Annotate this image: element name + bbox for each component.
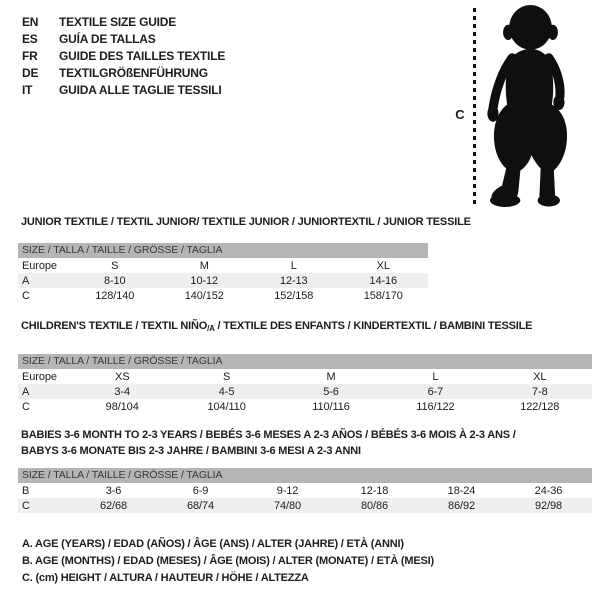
table-cell: 92/98 <box>534 499 563 512</box>
footnote-height-cm: C. (cm) HEIGHT / ALTURA / HAUTEUR / HÖHE / ALTEZZA <box>22 572 309 584</box>
language-label: GUIDE DES TAILLES TEXTILE <box>59 49 226 63</box>
baby-silhouette <box>481 5 580 208</box>
table-cell: 6-7 <box>427 385 444 398</box>
table-cell: 128/140 <box>95 289 135 302</box>
table-title-segment: / TEXTILE DES ENFANTS / KINDERTEXTIL / BAMBINI TESSILE <box>214 320 533 332</box>
table-cell: L <box>290 259 297 272</box>
language-code: FR <box>22 49 38 63</box>
language-row <box>22 14 225 31</box>
table-cell: 10-12 <box>190 274 219 287</box>
children-size-table <box>18 320 592 414</box>
language-code: IT <box>22 83 33 97</box>
language-code: EN <box>22 15 39 29</box>
size-header-band: SIZE / TALLA / TAILLE / GRÖSSE / TAGLIA <box>18 468 592 483</box>
table-row <box>18 288 428 303</box>
table-cell: 3-4 <box>114 385 130 398</box>
row-label: C <box>22 400 30 413</box>
table-cell: 3-6 <box>105 484 122 497</box>
language-list <box>22 14 225 99</box>
table-cell: XL <box>533 370 547 383</box>
table-cell: 8-10 <box>103 274 126 287</box>
table-cell: 12-18 <box>360 484 389 497</box>
table-cell: 4-5 <box>218 385 235 398</box>
table-cell: XL <box>376 259 390 272</box>
row-label: B <box>22 484 30 497</box>
row-label: A <box>22 385 30 398</box>
footnote-age-months: B. AGE (MONTHS) / EDAD (MESES) / ÂGE (MOIS) / ALTER (MONATE) / ETÀ (MESI) <box>22 555 434 567</box>
table-title-segment: /A <box>207 324 215 333</box>
table-cell: 140/152 <box>184 289 224 302</box>
table-row <box>18 273 428 288</box>
table-cell: 9-12 <box>276 484 299 497</box>
table-row <box>18 483 592 498</box>
height-measure-label: C <box>455 107 465 122</box>
language-label: GUÍA DE TALLAS <box>59 32 156 46</box>
language-row <box>22 48 225 65</box>
table-cell: 7-8 <box>531 385 548 398</box>
children-table-title <box>18 320 592 335</box>
language-label: GUIDA ALLE TAGLIE TESSILI <box>59 83 222 97</box>
table-cell: XS <box>114 370 130 383</box>
language-row <box>22 65 225 82</box>
language-label: TEXTILGRÖßENFÜHRUNG <box>59 66 208 80</box>
table-cell: 74/80 <box>273 499 302 512</box>
row-label: C <box>22 499 30 512</box>
table-cell: M <box>326 370 336 383</box>
row-label: A <box>22 274 30 287</box>
table-cell: 18-24 <box>447 484 476 497</box>
table-cell: 122/128 <box>520 400 560 413</box>
babies-table-title <box>18 427 592 459</box>
size-header-band: SIZE / TALLA / TAILLE / GRÖSSE / TAGLIA <box>18 243 428 258</box>
row-label: Europe <box>22 370 57 383</box>
table-row <box>18 384 592 399</box>
table-cell: 116/122 <box>416 400 455 413</box>
junior-size-table <box>18 216 471 303</box>
table-cell: L <box>432 370 439 383</box>
table-cell: S <box>111 259 119 272</box>
table-title-segment: JUNIOR TEXTILE / TEXTIL JUNIOR/ TEXTILE JUNIOR / JUNIORTEXTIL / JUNIOR TESSILE <box>21 216 471 228</box>
table-cell: 80/86 <box>360 499 389 512</box>
height-measure-dashed-line <box>473 8 476 206</box>
junior-table-title <box>18 216 471 229</box>
table-cell: 12-13 <box>279 274 308 287</box>
table-cell: 6-9 <box>192 484 209 497</box>
row-label: Europe <box>22 259 57 272</box>
table-cell: 86/92 <box>447 499 476 512</box>
row-label: C <box>22 289 30 302</box>
table-row <box>18 399 592 414</box>
table-title-segment: BABIES 3-6 MONTH TO 2-3 YEARS / BEBÉS 3-6 MESES A 2-3 AÑOS / BÉBÉS 3-6 MOIS À 2-3 ANS / <box>21 429 516 441</box>
language-row <box>22 82 225 99</box>
table-cell: 152/158 <box>274 289 314 302</box>
table-cell: 110/116 <box>312 400 350 413</box>
table-cell: 158/170 <box>363 289 403 302</box>
table-cell: 68/74 <box>186 499 215 512</box>
footnotes <box>22 536 434 587</box>
table-cell: M <box>199 259 209 272</box>
table-row <box>18 498 592 513</box>
table-cell: 14-16 <box>369 274 398 287</box>
table-cell: 24-36 <box>534 484 563 497</box>
table-cell: 62/68 <box>99 499 128 512</box>
footnote-age-years: A. AGE (YEARS) / EDAD (AÑOS) / ÂGE (ANS) / ALTER (JAHRE) / ETÀ (ANNI) <box>22 538 404 550</box>
table-row <box>18 258 428 273</box>
language-label: TEXTILE SIZE GUIDE <box>59 15 177 29</box>
table-cell: 98/104 <box>105 400 139 413</box>
language-code: ES <box>22 32 38 46</box>
table-cell: 5-6 <box>323 385 339 398</box>
language-row <box>22 31 225 48</box>
babies-size-table <box>18 427 592 513</box>
table-cell: 104/110 <box>207 400 246 413</box>
table-title-segment: CHILDREN'S TEXTILE / TEXTIL NIÑO <box>21 320 208 332</box>
table-title-segment: BABYS 3-6 MONATE BIS 2-3 JAHRE / BAMBINI 3-6 MESI A 2-3 ANNI <box>21 445 361 457</box>
table-cell: S <box>222 370 231 383</box>
language-code: DE <box>22 66 39 80</box>
size-header-band: SIZE / TALLA / TAILLE / GRÖSSE / TAGLIA <box>18 354 592 369</box>
table-row <box>18 369 592 384</box>
